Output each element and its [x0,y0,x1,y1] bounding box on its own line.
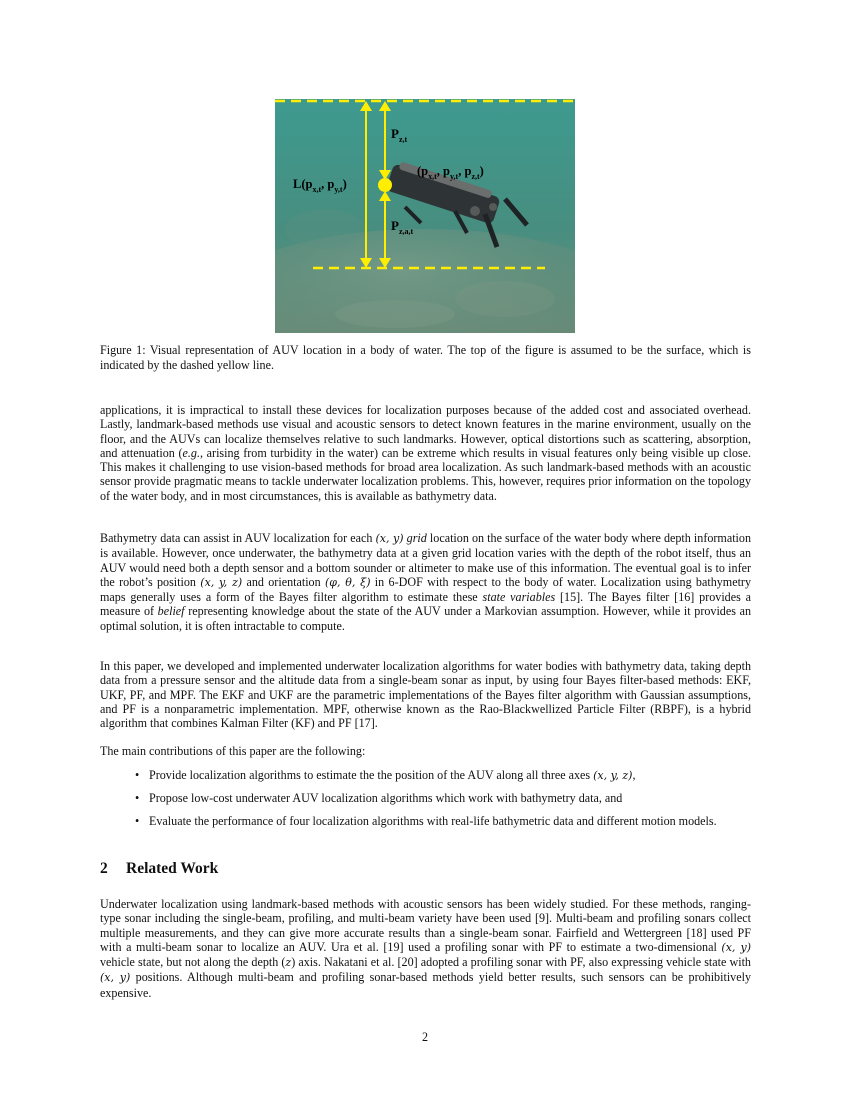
figure-caption: Figure 1: Visual representation of AUV location in a body of water. The top of the figure is assumed to be the surface, which is indicated by the dashed yellow line. [100,343,751,372]
paragraph-contributions-intro: The main contributions of this paper are the following: [100,744,366,758]
contribution-item: • Propose low-cost underwater AUV localization algorithms which work with bathymetry data, and [135,791,623,806]
contribution-item: • Provide localization algorithms to estimate the the position of the AUV along all three axes (x, y, z), [135,768,636,782]
paragraph-related-work: Underwater localization using landmark-based methods with acoustic sensors has been widely studied. For these methods, ranging-type sonar including the single-beam, profiling, and multi-beam variety have been used [9]. Multi-beam and profiling sonars collect multiple measurements, and they can give more accurate results than a single-beam sonar. Fairfield and Wettergreen [18] used PF with a multi-beam sonar to localize an AUV. Ura et al. [19] used a profiling sonar with PF to estimate a two-dimensional (x, y) vehicle state, but not along the depth (z) axis. Nakatani et al. [20] adopted a profiling sonar with PF, also expressing vehicle state with (x, y) positions. Although multi-beam and profiling sonar-based methods yield better results, such sensors can be prohibitively expensive. [100,897,752,1000]
figure-auv-location [275,99,575,333]
label-pzt: $P_{z,t}$ [391,126,408,144]
label-position: ($p_{x,t}$, $p_{y,t}$, $p_{z,t}$) [417,164,484,181]
label-pzat: $P_{z,a,t}$ [391,218,414,236]
auv-position-marker [378,178,392,192]
page-number: 2 [421,1030,429,1044]
paragraph-bathymetry: Bathymetry data can assist in AUV localization for each (x, y) grid location on the surface of the water body where depth information is available. However, once underwater, the bathymetry data at a given grid location varies with the depth of the robot itself, thus an AUV would need both a depth sensor and a bottom sounder or altimeter to make use of this information. The eventual goal is to infer the robot’s position (x, y, z) and orientation (φ, θ, ξ) in 6-DOF with respect to the body of water. Localization using bathymetry maps generally uses a form of the Bayes filter algorithm to estimate these state variables [15]. The Bayes filter [16] provides a measure of belief representing knowledge about the state of the AUV under a Markovian assumption. However, while it provides an optimal solution, it is often intractable to compute. [100,531,752,633]
section-heading-related-work: 2 Related Work [100,860,219,877]
contribution-item: • Evaluate the performance of four localization algorithms with real-life bathymetric data and different motion models. [135,813,717,828]
paragraph-our-approach: In this paper, we developed and implemented underwater localization algorithms for water bodies with bathymetry data, taking depth data from a pressure sensor and the altitude data from a single-beam sonar as input, by using four Bayes filter-based methods: EKF, UKF, PF, and MPF. The EKF and UKF are the parametric implementations of the Bayes filter algorithm with Gaussian assumptions, and PF is a nonparametric implementation. MPF, otherwise known as the Rao-Blackwellized Particle Filter (RBPF), is a hybrid algorithm that combines Kalman Filter (KF) and PF [17]. [100,659,751,730]
contributions-list [132,768,752,836]
label-location: $L(p_{x,t}$, $p_{y,t}$) [293,177,347,194]
underwater-photo [275,99,575,333]
paragraph-landmark-methods: applications, it is impractical to install these devices for localization purposes because of the added cost and associated overhead. Lastly, landmark-based methods use visual and acoustic sensors to detect known features in the marine environment, usually on the floor, and the AUVs can localize themselves relative to such landmarks. However, optical distortions such as scattering, absorption, and attenuation (e.g., arising from turbidity in the water) can be extreme which results in visual features only being visible up close. This makes it challenging to use vision-based methods for broad area localization. As such landmark-based methods with an acoustic sensor provide pragmatic means to tackle underwater localization problems. This, however, requires prior information on the topology of the water body, and in most circumstances, this is available as bathymetry data. [100,403,751,503]
